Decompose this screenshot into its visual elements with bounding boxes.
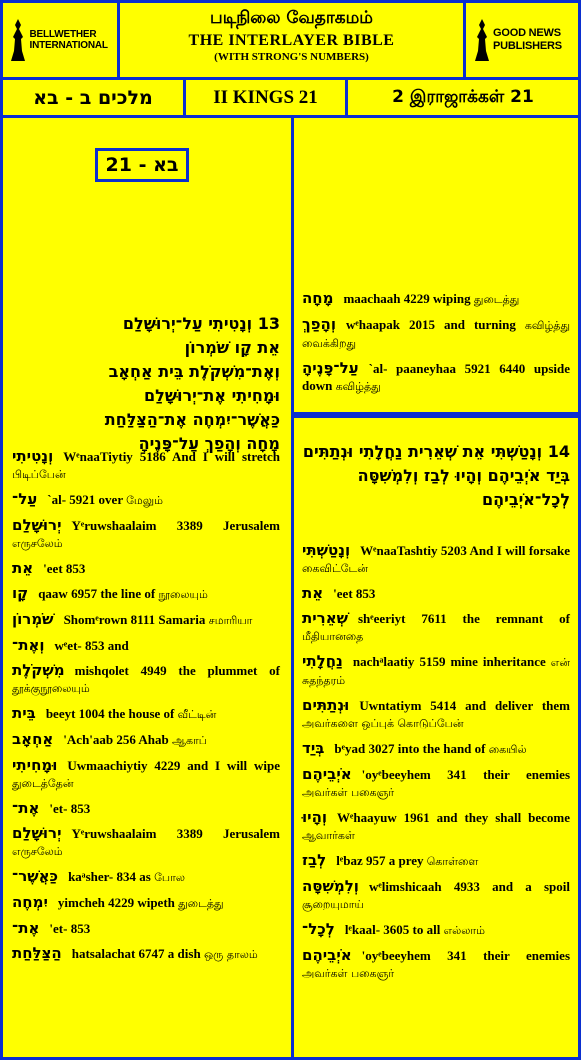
left-word-list bbox=[12, 448, 280, 971]
hebrew-word: מִשְׁקֹלֶת bbox=[12, 661, 65, 679]
transliteration: 'et- 853 bbox=[49, 921, 91, 936]
word-gloss bbox=[302, 290, 570, 308]
word-entry bbox=[12, 868, 280, 886]
word-gloss bbox=[302, 852, 570, 870]
word-entry bbox=[12, 920, 280, 937]
word-gloss bbox=[12, 585, 280, 603]
word-entry bbox=[302, 921, 570, 939]
word-entry bbox=[302, 852, 570, 870]
word-entry bbox=[302, 290, 570, 308]
good-news-logo bbox=[473, 17, 571, 63]
hebrew-word: שֹׁמְרוֹן bbox=[12, 610, 54, 628]
title-english: THE INTERLAYER BIBLE bbox=[188, 32, 395, 49]
transliteration: `al- paaneyhaa 5921 6440 upside down bbox=[302, 361, 570, 393]
transliteration: 'oyᵉbeeyhem 341 their enemies bbox=[361, 767, 570, 782]
transliteration: qaaw 6957 the line of bbox=[38, 586, 156, 601]
transliteration: wᵉlimshicaah 4933 and a spoil bbox=[368, 879, 570, 894]
word-gloss bbox=[12, 800, 280, 817]
word-entry bbox=[12, 585, 280, 603]
tamil-gloss: மீதியானதை bbox=[302, 630, 364, 643]
hebrew-word: עַל־פָּנֶיהָ bbox=[302, 359, 359, 377]
word-gloss bbox=[302, 878, 570, 913]
word-gloss bbox=[12, 491, 280, 509]
left-logo-text: BELLWETHER INTERNATIONAL bbox=[29, 29, 108, 51]
tamil-gloss: சமாரியா bbox=[208, 614, 253, 627]
word-entry bbox=[302, 947, 570, 982]
word-gloss bbox=[302, 585, 570, 602]
word-gloss bbox=[12, 757, 280, 792]
right-top-word-list bbox=[302, 290, 570, 403]
hebrew-word: אַחְאָב bbox=[12, 730, 54, 748]
hebrew-word: וְאֶת־ bbox=[12, 636, 45, 654]
word-entry bbox=[12, 945, 280, 963]
hebrew-word: לְכָל־ bbox=[302, 920, 335, 938]
transliteration: mishqolet 4949 the plummet of bbox=[74, 663, 280, 678]
hebrew-word: לְבַז bbox=[302, 851, 327, 869]
word-entry bbox=[12, 705, 280, 723]
transliteration: yimcheh 4229 wipeth bbox=[57, 895, 175, 910]
word-gloss bbox=[12, 825, 280, 860]
tamil-gloss: கையில் bbox=[488, 743, 527, 756]
hebrew-word: בֵּית bbox=[12, 704, 36, 722]
transliteration: beeyt 1004 the house of bbox=[45, 706, 175, 721]
transliteration: lᵉkaal- 3605 to all bbox=[344, 922, 441, 937]
transliteration: hatsalachat 6747 a dish bbox=[71, 946, 201, 961]
word-gloss bbox=[12, 637, 280, 654]
word-entry bbox=[12, 637, 280, 654]
word-entry bbox=[12, 825, 280, 860]
word-entry bbox=[12, 491, 280, 509]
word-gloss bbox=[12, 731, 280, 749]
hebrew-word: אֵת bbox=[302, 584, 324, 602]
transliteration: maachaah 4229 wiping bbox=[343, 291, 471, 306]
hebrew-word: אֹיְבֵיהֶם bbox=[302, 946, 352, 964]
hebrew-word: הַצַּלַּחַת bbox=[12, 944, 62, 962]
hebrew-word: וְהָיוּ bbox=[302, 808, 328, 826]
verse-13-hebrew: 13 וְנָטִיתִי עַל־יְרוּשָׁלִַם אֵת קָו שֹׁמְרוֹן וְאֶת־מִשְׁקֹלֶת בֵּית אַחְאָב וּמָחִיתִי אֶת־יְרוּשָׁלִַם כַּאֲשֶׁר־יִמְחֶה אֶת־הַצַּלַּחַת מָחָה וְהָפַךְ עַל־פָּנֶיהָ bbox=[104, 314, 280, 453]
tamil-gloss: தூக்குநூலையும் bbox=[12, 682, 90, 695]
word-entry bbox=[302, 542, 570, 577]
hebrew-word: אֶת־ bbox=[12, 799, 40, 817]
tamil-gloss: துடைத்து bbox=[178, 897, 224, 910]
transliteration: 'oyᵉbeeyhem 341 their enemies bbox=[361, 948, 570, 963]
word-gloss bbox=[12, 560, 280, 577]
transliteration: wᵉhaapak 2015 and turning bbox=[345, 317, 516, 332]
hebrew-word: כַּאֲשֶׁר־ bbox=[12, 867, 59, 885]
hebrew-word: עַל־ bbox=[12, 490, 38, 508]
word-gloss bbox=[12, 920, 280, 937]
tamil-gloss: நூலையும் bbox=[158, 588, 208, 601]
word-gloss bbox=[12, 517, 280, 552]
word-gloss bbox=[302, 542, 570, 577]
tamil-gloss: கவிழ்த்து bbox=[335, 380, 381, 393]
word-entry bbox=[302, 697, 570, 732]
word-gloss bbox=[302, 921, 570, 939]
hebrew-word: יְרוּשָׁלִַם bbox=[12, 516, 62, 534]
title-tamil: படிநிலை வேதாகமம் bbox=[210, 8, 373, 28]
figure-icon bbox=[9, 17, 27, 63]
tamil-gloss: எருசலேம் bbox=[12, 537, 63, 550]
hebrew-word: נַחֲלָתִי bbox=[302, 652, 343, 670]
transliteration: 'Ach'aab 256 Ahab bbox=[63, 732, 169, 747]
hebrew-word: יִמְחֶה bbox=[12, 893, 48, 911]
chapter-box: בא - 21 bbox=[95, 148, 189, 182]
verse-14-hebrew: 14 וְנָטַשְׁתִּי אֵת שְׁאֵרִית נַחֲלָתִי וּנְתַתִּים בְּיַד אֹיְבֵיהֶם וְהָיוּ לְבַז וְלִמְשִׁסָּה לְכָל־אֹיְבֵיהֶם bbox=[302, 442, 570, 509]
transliteration: 'eet 853 bbox=[43, 561, 86, 576]
transliteration: `al- 5921 over bbox=[47, 492, 123, 507]
transliteration: wᵉet- 853 and bbox=[54, 638, 129, 653]
word-entry bbox=[302, 740, 570, 758]
transliteration: Yᵉruwshaalaim 3389 Jerusalem bbox=[71, 826, 280, 841]
word-gloss bbox=[12, 448, 280, 483]
tamil-gloss: கைவிட்டேன் bbox=[302, 562, 368, 575]
right-bottom-word-list bbox=[302, 542, 570, 990]
word-entry bbox=[12, 560, 280, 577]
tamil-gloss: பிடிப்பேன் bbox=[12, 468, 66, 481]
tamil-gloss: போல bbox=[154, 871, 185, 884]
tamil-gloss: அவர்கள் பகைஞர் bbox=[302, 967, 395, 980]
transliteration: bᵉyad 3027 into the hand of bbox=[334, 741, 486, 756]
transliteration: 'eet 853 bbox=[333, 586, 376, 601]
word-gloss bbox=[302, 947, 570, 982]
transliteration: lᵉbaz 957 a prey bbox=[336, 853, 424, 868]
hebrew-word: יְרוּשָׁלִַם bbox=[12, 824, 62, 842]
word-entry bbox=[302, 809, 570, 844]
hebrew-word: שְׁאֵרִית bbox=[302, 609, 348, 627]
word-gloss bbox=[302, 740, 570, 758]
transliteration: shᵉeeriyt 7611 the remnant of bbox=[358, 611, 570, 626]
hebrew-word: אֶת־ bbox=[12, 919, 40, 937]
hebrew-word: וּמָחִיתִי bbox=[12, 756, 58, 774]
bellwether-logo bbox=[9, 17, 112, 63]
word-gloss bbox=[12, 894, 280, 912]
word-entry bbox=[302, 360, 570, 395]
transliteration: WᵉnaaTashtiy 5203 And I will forsake bbox=[360, 543, 570, 558]
word-entry bbox=[12, 517, 280, 552]
hebrew-word: בְּיַד bbox=[302, 739, 325, 757]
transliteration: Wᵉhaayuw 1961 and they shall become bbox=[337, 810, 570, 825]
hebrew-word: אֵת bbox=[12, 559, 34, 577]
transliteration: kaᵃsher- 834 as bbox=[68, 869, 151, 884]
word-gloss bbox=[302, 809, 570, 844]
word-gloss bbox=[12, 611, 280, 629]
word-entry bbox=[12, 448, 280, 483]
tamil-gloss: ஒரு தாலம் bbox=[203, 948, 258, 961]
tamil-gloss: துடைத்தேன் bbox=[12, 777, 74, 790]
word-gloss bbox=[12, 662, 280, 697]
hebrew-word: קָו bbox=[12, 584, 29, 602]
tamil-gloss: துடைத்து bbox=[473, 293, 520, 306]
transliteration: Shomᵉrown 8111 Samaria bbox=[63, 612, 206, 627]
hebrew-word: וְנָטַשְׁתִּי bbox=[302, 541, 351, 559]
right-logo-text: GOOD NEWS PUBLISHERS bbox=[493, 27, 562, 52]
tamil-gloss: கொள்ளை bbox=[426, 855, 479, 868]
transliteration: Uwntatiym 5414 and deliver them bbox=[359, 698, 570, 713]
word-entry bbox=[302, 585, 570, 602]
word-gloss bbox=[302, 316, 570, 352]
word-entry bbox=[12, 731, 280, 749]
hebrew-word: מָחָה bbox=[302, 289, 334, 307]
figure-icon bbox=[473, 17, 491, 63]
tamil-gloss: என் சுதந்தரம் bbox=[302, 656, 570, 687]
tamil-gloss: எல்லாம் bbox=[443, 924, 486, 937]
word-entry bbox=[12, 757, 280, 792]
tamil-ref: 2 இராஜாக்கள் 21 bbox=[345, 77, 581, 118]
tamil-gloss: அவர்கள் பகைஞர் bbox=[302, 786, 395, 799]
english-ref: II KINGS 21 bbox=[183, 77, 348, 118]
word-gloss bbox=[302, 653, 570, 689]
tamil-gloss: கவிழ்த்து வைக்கிறது bbox=[302, 319, 570, 350]
hebrew-word: וְנָטִיתִי bbox=[12, 447, 54, 465]
word-entry bbox=[12, 894, 280, 912]
hebrew-book-ref: מלכים ב - בא bbox=[0, 77, 186, 118]
word-entry bbox=[302, 610, 570, 645]
hebrew-word: וְהָפַךְ bbox=[302, 315, 336, 333]
transliteration: nachᵃlaatiy 5159 mine inheritance bbox=[352, 654, 546, 669]
hebrew-word: וְלִמְשִׁסָּה bbox=[302, 877, 359, 895]
tamil-gloss: அவர்களை ஒப்புக் கொடுப்பேன் bbox=[302, 717, 464, 730]
tamil-gloss: சூறையுமாய் bbox=[302, 898, 364, 911]
word-entry bbox=[12, 662, 280, 697]
word-gloss bbox=[302, 766, 570, 801]
word-gloss bbox=[302, 610, 570, 645]
word-gloss bbox=[12, 868, 280, 886]
hebrew-word: אֹיְבֵיהֶם bbox=[302, 765, 352, 783]
word-gloss bbox=[12, 705, 280, 723]
tamil-gloss: ஆகாப் bbox=[172, 734, 207, 747]
word-entry bbox=[302, 653, 570, 689]
transliteration: Yᵉruwshaalaim 3389 Jerusalem bbox=[71, 518, 280, 533]
hebrew-word: וּנְתַתִּים bbox=[302, 696, 350, 714]
right-logo-panel bbox=[463, 0, 581, 80]
title-subtitle: (WITH STRONG'S NUMBERS) bbox=[214, 51, 369, 63]
tamil-gloss: மேலும் bbox=[126, 494, 163, 507]
word-gloss bbox=[12, 945, 280, 963]
word-entry bbox=[12, 800, 280, 817]
transliteration: WᵉnaaTiytiy 5186 And I will stretch bbox=[63, 449, 280, 464]
word-entry bbox=[302, 316, 570, 352]
word-gloss bbox=[302, 360, 570, 395]
word-gloss bbox=[302, 697, 570, 732]
transliteration: Uwmaachiytiy 4229 and I will wipe bbox=[67, 758, 280, 773]
transliteration: 'et- 853 bbox=[49, 801, 91, 816]
left-logo-panel bbox=[0, 0, 120, 80]
title-panel bbox=[117, 0, 466, 80]
tamil-gloss: வீட்டின் bbox=[177, 708, 217, 721]
tamil-gloss: ஆவார்கள் bbox=[302, 829, 355, 842]
word-entry bbox=[12, 611, 280, 629]
word-entry bbox=[302, 878, 570, 913]
tamil-gloss: எருசலேம் bbox=[12, 845, 63, 858]
word-entry bbox=[302, 766, 570, 801]
